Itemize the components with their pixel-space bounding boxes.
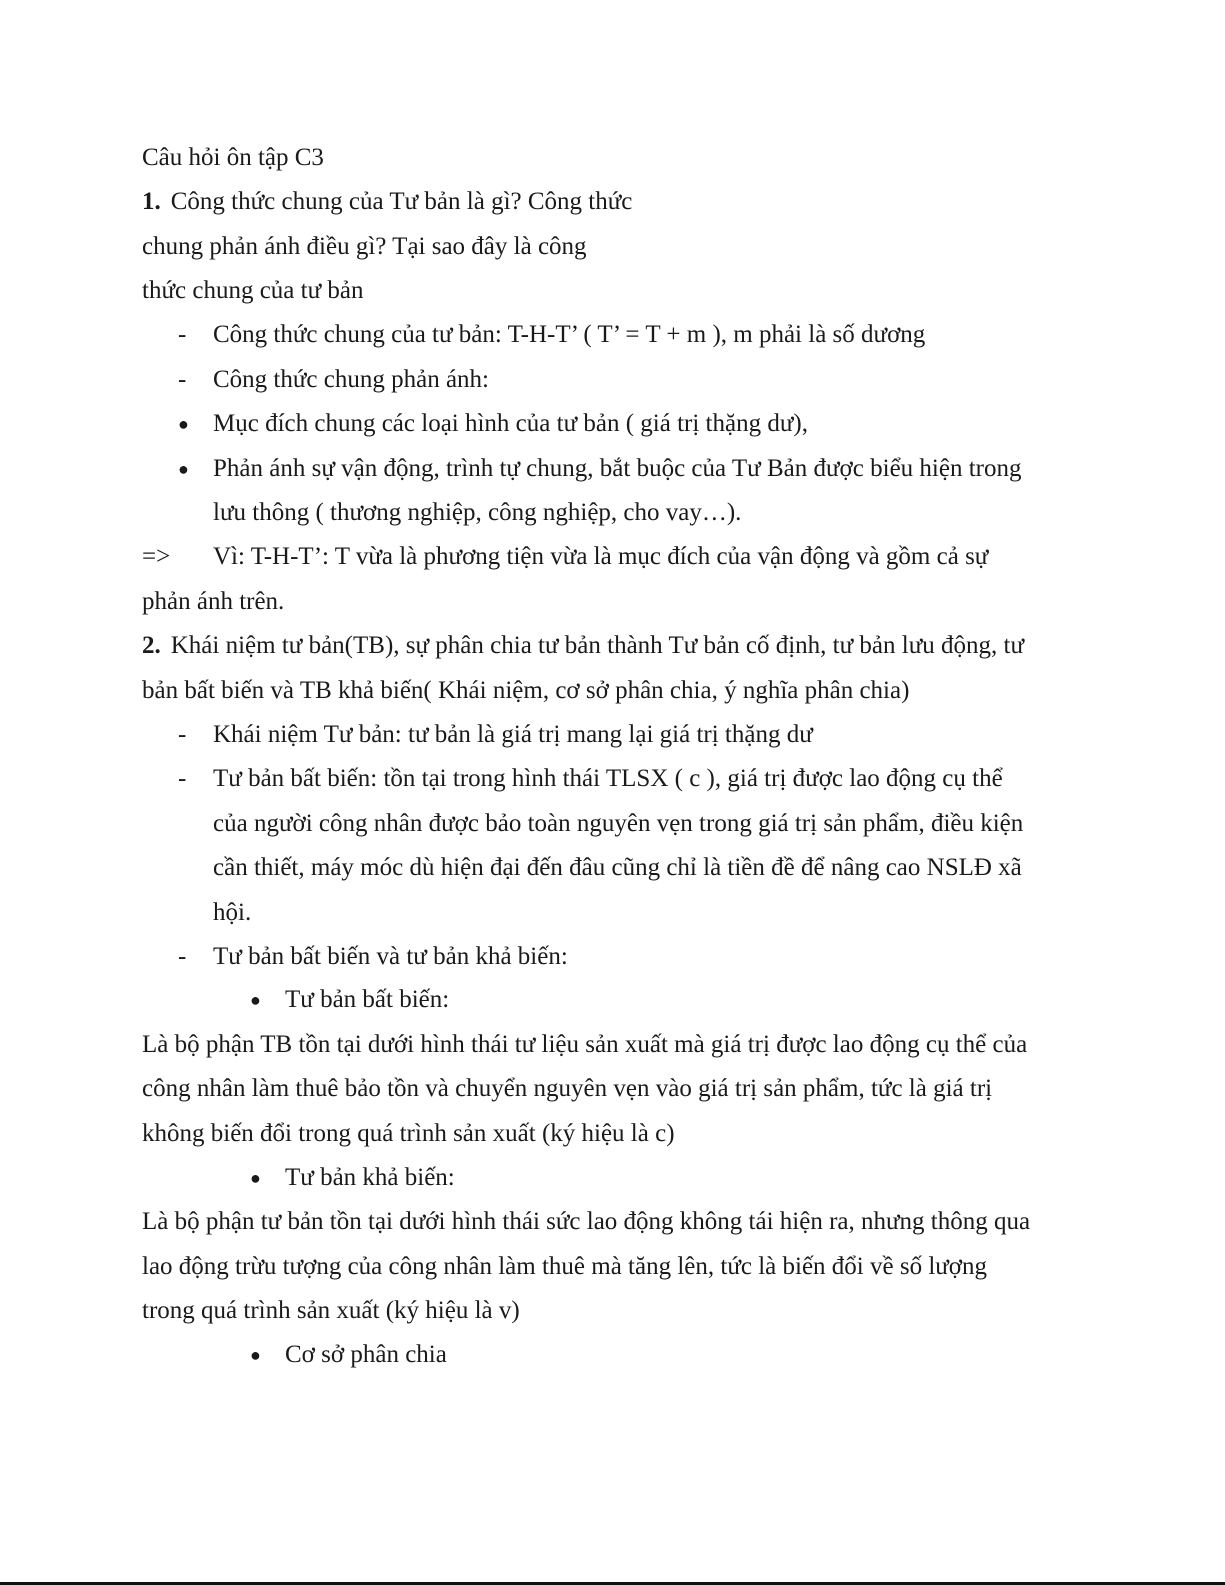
question-2-line-1 bbox=[142, 631, 1024, 661]
question-1-line-3: thức chung của tư bản bbox=[142, 277, 364, 304]
q1-item-reflects: Công thức chung phản ánh: bbox=[213, 366, 490, 393]
q1-item-formula: Công thức chung của tư bản: T-H-T’ ( T’ = T + m ), m phải là số dương bbox=[213, 321, 926, 348]
question-1-line-1 bbox=[142, 187, 632, 217]
q1-bullet-motion-line-2: lưu thông ( thương nghiệp, công nghiệp, cho vay…). bbox=[213, 499, 742, 526]
constant-capital-line-2: công nhân làm thuê bảo tồn và chuyển nguyên vẹn vào giá trị sản phẩm, tức là giá trị bbox=[142, 1075, 993, 1102]
q2-item-constant-line-1: Tư bản bất biến: tồn tại trong hình thái TLSX ( c ), giá trị được lao động cụ thể bbox=[213, 765, 1003, 792]
constant-capital-line-3: không biến đổi trong quá trình sản xuất (ký hiệu là c) bbox=[142, 1120, 675, 1147]
question-1-line-2: chung phản ánh điều gì? Tại sao đây là công bbox=[142, 233, 587, 260]
question-2-text-1: Khái niệm tư bản(TB), sự phân chia tư bản thành Tư bản cố định, tư bản lưu động, tư bbox=[170, 632, 1025, 659]
bullet-marker: ● bbox=[250, 1168, 261, 1188]
q2-item-concept: Khái niệm Tư bản: tư bản là giá trị mang lại giá trị thặng dư bbox=[213, 721, 813, 748]
sub-heading-variable-capital: Tư bản khả biến: bbox=[285, 1164, 455, 1191]
variable-capital-line-2: lao động trừu tượng của công nhân làm thuê mà tăng lên, tức là biến đổi về số lượng bbox=[142, 1253, 988, 1280]
constant-capital-line-1: Là bộ phận TB tồn tại dưới hình thái tư liệu sản xuất mà giá trị được lao động cụ thể của bbox=[142, 1031, 1028, 1058]
q2-item-constant-line-2: của người công nhân được bảo toàn nguyên vẹn trong giá trị sản phẩm, điều kiện bbox=[213, 810, 1024, 837]
q2-item-constant-line-4: hội. bbox=[213, 899, 252, 926]
sub-heading-constant-capital: Tư bản bất biến: bbox=[285, 986, 450, 1013]
dash-marker: - bbox=[178, 321, 187, 348]
dash-marker: - bbox=[178, 721, 187, 748]
bullet-marker: ● bbox=[178, 459, 189, 479]
bullet-marker: ● bbox=[250, 990, 261, 1010]
q2-item-constant-line-3: cần thiết, máy móc dù hiện đại đến đâu cũng chỉ là tiền đề để nâng cao NSLĐ xã bbox=[213, 854, 1022, 881]
dash-marker: - bbox=[178, 765, 187, 792]
question-1-number: 1. bbox=[142, 188, 161, 215]
q1-conclusion-line-1: Vì: T-H-T’: T vừa là phương tiện vừa là mục đích của vận động và gồm cả sự bbox=[213, 543, 989, 570]
q1-bullet-motion-line-1: Phản ánh sự vận động, trình tự chung, bắt buộc của Tư Bản được biểu hiện trong bbox=[213, 455, 1022, 482]
dash-marker: - bbox=[178, 366, 187, 393]
document-title: Câu hỏi ôn tập C3 bbox=[142, 144, 324, 171]
sub-heading-basis: Cơ sở phân chia bbox=[285, 1341, 447, 1368]
question-1-text-1: Công thức chung của Tư bản là gì? Công thức bbox=[170, 188, 633, 215]
q1-bullet-purpose: Mục đích chung các loại hình của tư bản ( giá trị thặng dư), bbox=[213, 410, 808, 437]
variable-capital-line-1: Là bộ phận tư bản tồn tại dưới hình thái sức lao động không tái hiện ra, nhưng thông qua bbox=[142, 1208, 1031, 1235]
question-2-number: 2. bbox=[142, 632, 161, 659]
question-2-line-2: bản bất biến và TB khả biến( Khái niệm, cơ sở phân chia, ý nghĩa phân chia) bbox=[142, 677, 910, 704]
bullet-marker: ● bbox=[178, 414, 189, 434]
bullet-marker: ● bbox=[250, 1345, 261, 1365]
variable-capital-line-3: trong quá trình sản xuất (ký hiệu là v) bbox=[142, 1297, 520, 1324]
arrow-marker: => bbox=[142, 543, 171, 570]
q1-conclusion-line-2: phản ánh trên. bbox=[142, 588, 285, 615]
dash-marker: - bbox=[178, 943, 187, 970]
q2-item-constant-variable: Tư bản bất biến và tư bản khả biến: bbox=[213, 943, 568, 970]
